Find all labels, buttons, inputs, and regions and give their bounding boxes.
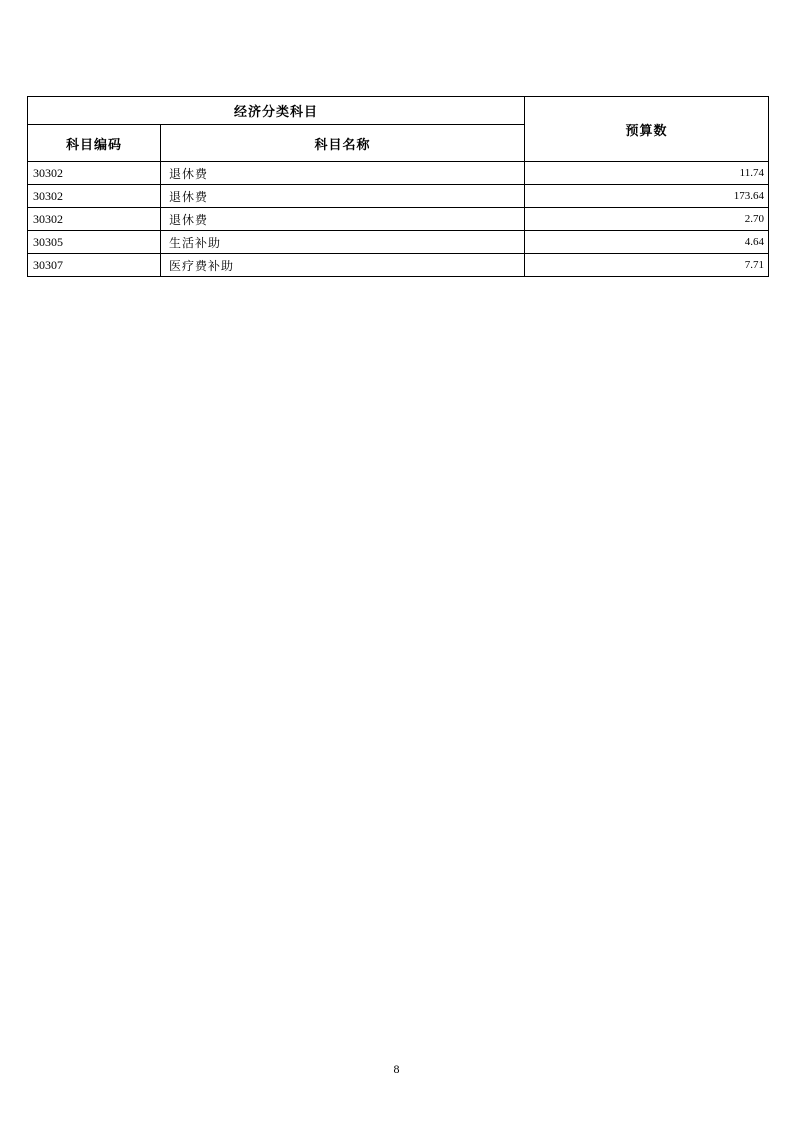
subject-name-cell: 医疗费补助 (161, 254, 525, 277)
budget-amount-cell: 173.64 (525, 185, 769, 208)
table-row (28, 254, 769, 277)
subject-name-cell: 退休费 (161, 162, 525, 185)
table-row (28, 185, 769, 208)
economic-category-header: 经济分类科目 (28, 97, 525, 125)
table-row (28, 162, 769, 185)
subject-code-cell: 30302 (28, 208, 161, 231)
subject-name-cell: 退休费 (161, 185, 525, 208)
page-number: 8 (393, 1062, 400, 1076)
budget-amount-cell: 2.70 (525, 208, 769, 231)
subject-name-cell: 退休费 (161, 208, 525, 231)
budget-amount-cell: 11.74 (525, 162, 769, 185)
subject-code-cell: 30305 (28, 231, 161, 254)
subject-name-header: 科目名称 (161, 125, 525, 162)
table-row (28, 208, 769, 231)
budget-amount-header: 预算数 (525, 97, 769, 162)
budget-amount-cell: 4.64 (525, 231, 769, 254)
subject-code-cell: 30302 (28, 162, 161, 185)
budget-amount-cell: 7.71 (525, 254, 769, 277)
table-row (28, 231, 769, 254)
budget-table (27, 96, 769, 277)
subject-name-cell: 生活补助 (161, 231, 525, 254)
subject-code-header: 科目编码 (28, 125, 161, 162)
subject-code-cell: 30302 (28, 185, 161, 208)
subject-code-cell: 30307 (28, 254, 161, 277)
